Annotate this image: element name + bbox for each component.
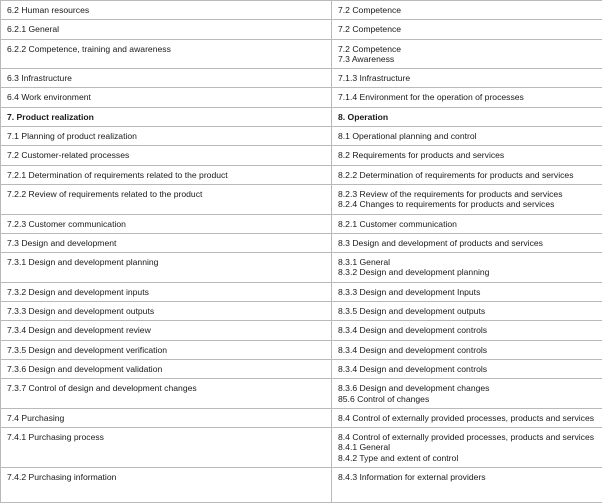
old-clause-cell: [1, 321, 332, 340]
clause-text: 8.3.6 Design and development changes: [338, 383, 598, 393]
new-clause-cell: [332, 107, 602, 126]
clause-text: 8.3.3 Design and development Inputs: [338, 287, 598, 297]
new-clause-cell: [332, 184, 602, 214]
clause-text: 7.2.2 Review of requirements related to the product: [7, 189, 327, 199]
clause-text: 7.2 Competence: [338, 5, 598, 15]
table-row: [1, 428, 602, 468]
old-clause-cell: [1, 233, 332, 252]
old-clause-cell: [1, 408, 332, 427]
new-clause-cell: [332, 127, 602, 146]
new-clause-cell: [332, 146, 602, 165]
new-clause-cell: [332, 165, 602, 184]
clause-text: 8.4.2 Type and extent of control: [338, 453, 598, 463]
clause-text: 8.4.3 Information for external providers: [338, 472, 598, 482]
new-clause-cell: [332, 20, 602, 39]
table-row: [1, 88, 602, 107]
new-clause-cell: [332, 340, 602, 359]
new-clause-cell: [332, 302, 602, 321]
old-clause-cell: [1, 184, 332, 214]
old-clause-cell: [1, 359, 332, 378]
new-clause-cell: [332, 321, 602, 340]
clause-text: 7.2.3 Customer communication: [7, 219, 327, 229]
table-row: [1, 184, 602, 214]
old-clause-cell: [1, 282, 332, 301]
clause-text: 7. Product realization: [7, 112, 327, 122]
clause-text: 8.2.1 Customer communication: [338, 219, 598, 229]
table-row: [1, 340, 602, 359]
clause-text: 8.3.4 Design and development controls: [338, 345, 598, 355]
new-clause-cell: [332, 282, 602, 301]
clause-text: 8.4 Control of externally provided processes, products and services: [338, 432, 598, 442]
old-clause-cell: [1, 428, 332, 468]
clause-text: 6.4 Work environment: [7, 92, 327, 102]
clause-text: 7.3.6 Design and development validation: [7, 364, 327, 374]
table-row: [1, 127, 602, 146]
clause-text: 7.1.3 Infrastructure: [338, 73, 598, 83]
clause-text: 7.3.4 Design and development review: [7, 325, 327, 335]
clause-text: 8.3.4 Design and development controls: [338, 325, 598, 335]
new-clause-cell: [332, 253, 602, 283]
clause-text: 7.4 Purchasing: [7, 413, 327, 423]
table-row: [1, 39, 602, 69]
clause-text: 8.2 Requirements for products and services: [338, 150, 598, 160]
clause-text: 7.1 Planning of product realization: [7, 131, 327, 141]
old-clause-cell: [1, 302, 332, 321]
table-row: [1, 321, 602, 340]
old-clause-cell: [1, 69, 332, 88]
clause-text: 7.3 Awareness: [338, 54, 598, 64]
old-clause-cell: [1, 379, 332, 409]
new-clause-cell: [332, 468, 602, 503]
clause-text: 8.4 Control of externally provided processes, products and services: [338, 413, 598, 423]
clause-text: 6.3 Infrastructure: [7, 73, 327, 83]
clause-text: 8.2.3 Review of the requirements for products and services: [338, 189, 598, 199]
new-clause-cell: [332, 233, 602, 252]
old-clause-cell: [1, 127, 332, 146]
old-clause-cell: [1, 88, 332, 107]
new-clause-cell: [332, 69, 602, 88]
clause-text: 8.3.1 General: [338, 257, 598, 267]
clause-text: 8.2.4 Changes to requirements for products and services: [338, 199, 598, 209]
table-row: [1, 165, 602, 184]
table-row: [1, 468, 602, 503]
table-row: [1, 379, 602, 409]
clause-text: 8.4.1 General: [338, 442, 598, 452]
new-clause-cell: [332, 408, 602, 427]
clause-text: 8.2.2 Determination of requirements for products and services: [338, 170, 598, 180]
old-clause-cell: [1, 214, 332, 233]
clause-text: 7.3 Design and development: [7, 238, 327, 248]
clause-text: 7.3.3 Design and development outputs: [7, 306, 327, 316]
old-clause-cell: [1, 165, 332, 184]
new-clause-cell: [332, 1, 602, 20]
clause-text: 85.6 Control of changes: [338, 394, 598, 404]
old-clause-cell: [1, 39, 332, 69]
clause-text: 7.2.1 Determination of requirements related to the product: [7, 170, 327, 180]
clause-text: 8. Operation: [338, 112, 598, 122]
new-clause-cell: [332, 88, 602, 107]
clause-text: 8.3.5 Design and development outputs: [338, 306, 598, 316]
old-clause-cell: [1, 340, 332, 359]
new-clause-cell: [332, 359, 602, 378]
table-row: [1, 302, 602, 321]
old-clause-cell: [1, 107, 332, 126]
old-clause-cell: [1, 20, 332, 39]
table-row: [1, 359, 602, 378]
clause-text: 7.2 Customer-related processes: [7, 150, 327, 160]
clause-text: 7.3.1 Design and development planning: [7, 257, 327, 267]
clause-text: 7.2 Competence: [338, 44, 598, 54]
clause-text: 7.3.2 Design and development inputs: [7, 287, 327, 297]
clause-text: 7.1.4 Environment for the operation of processes: [338, 92, 598, 102]
new-clause-cell: [332, 428, 602, 468]
old-clause-cell: [1, 253, 332, 283]
table-row: [1, 20, 602, 39]
table-row: [1, 282, 602, 301]
table-row: [1, 1, 602, 20]
clause-text: 7.2 Competence: [338, 24, 598, 34]
old-clause-cell: [1, 146, 332, 165]
table-row: [1, 146, 602, 165]
table-body: [1, 1, 602, 503]
table-row: [1, 253, 602, 283]
table-row: [1, 214, 602, 233]
old-clause-cell: [1, 468, 332, 503]
clause-text: 7.3.7 Control of design and development changes: [7, 383, 327, 393]
new-clause-cell: [332, 39, 602, 69]
table-row: [1, 107, 602, 126]
table-row: [1, 69, 602, 88]
clause-text: 6.2.1 General: [7, 24, 327, 34]
table-row: [1, 233, 602, 252]
clause-text: 6.2.2 Competence, training and awareness: [7, 44, 327, 54]
clause-text: 8.3.2 Design and development planning: [338, 267, 598, 277]
clause-text: 6.2 Human resources: [7, 5, 327, 15]
clause-text: 7.3.5 Design and development verification: [7, 345, 327, 355]
clause-text: 7.4.1 Purchasing process: [7, 432, 327, 442]
table-row: [1, 408, 602, 427]
new-clause-cell: [332, 379, 602, 409]
clause-text: 8.3 Design and development of products and services: [338, 238, 598, 248]
old-clause-cell: [1, 1, 332, 20]
clause-text: 8.3.4 Design and development controls: [338, 364, 598, 374]
clause-text: 8.1 Operational planning and control: [338, 131, 598, 141]
clause-text: 7.4.2 Purchasing information: [7, 472, 327, 482]
new-clause-cell: [332, 214, 602, 233]
